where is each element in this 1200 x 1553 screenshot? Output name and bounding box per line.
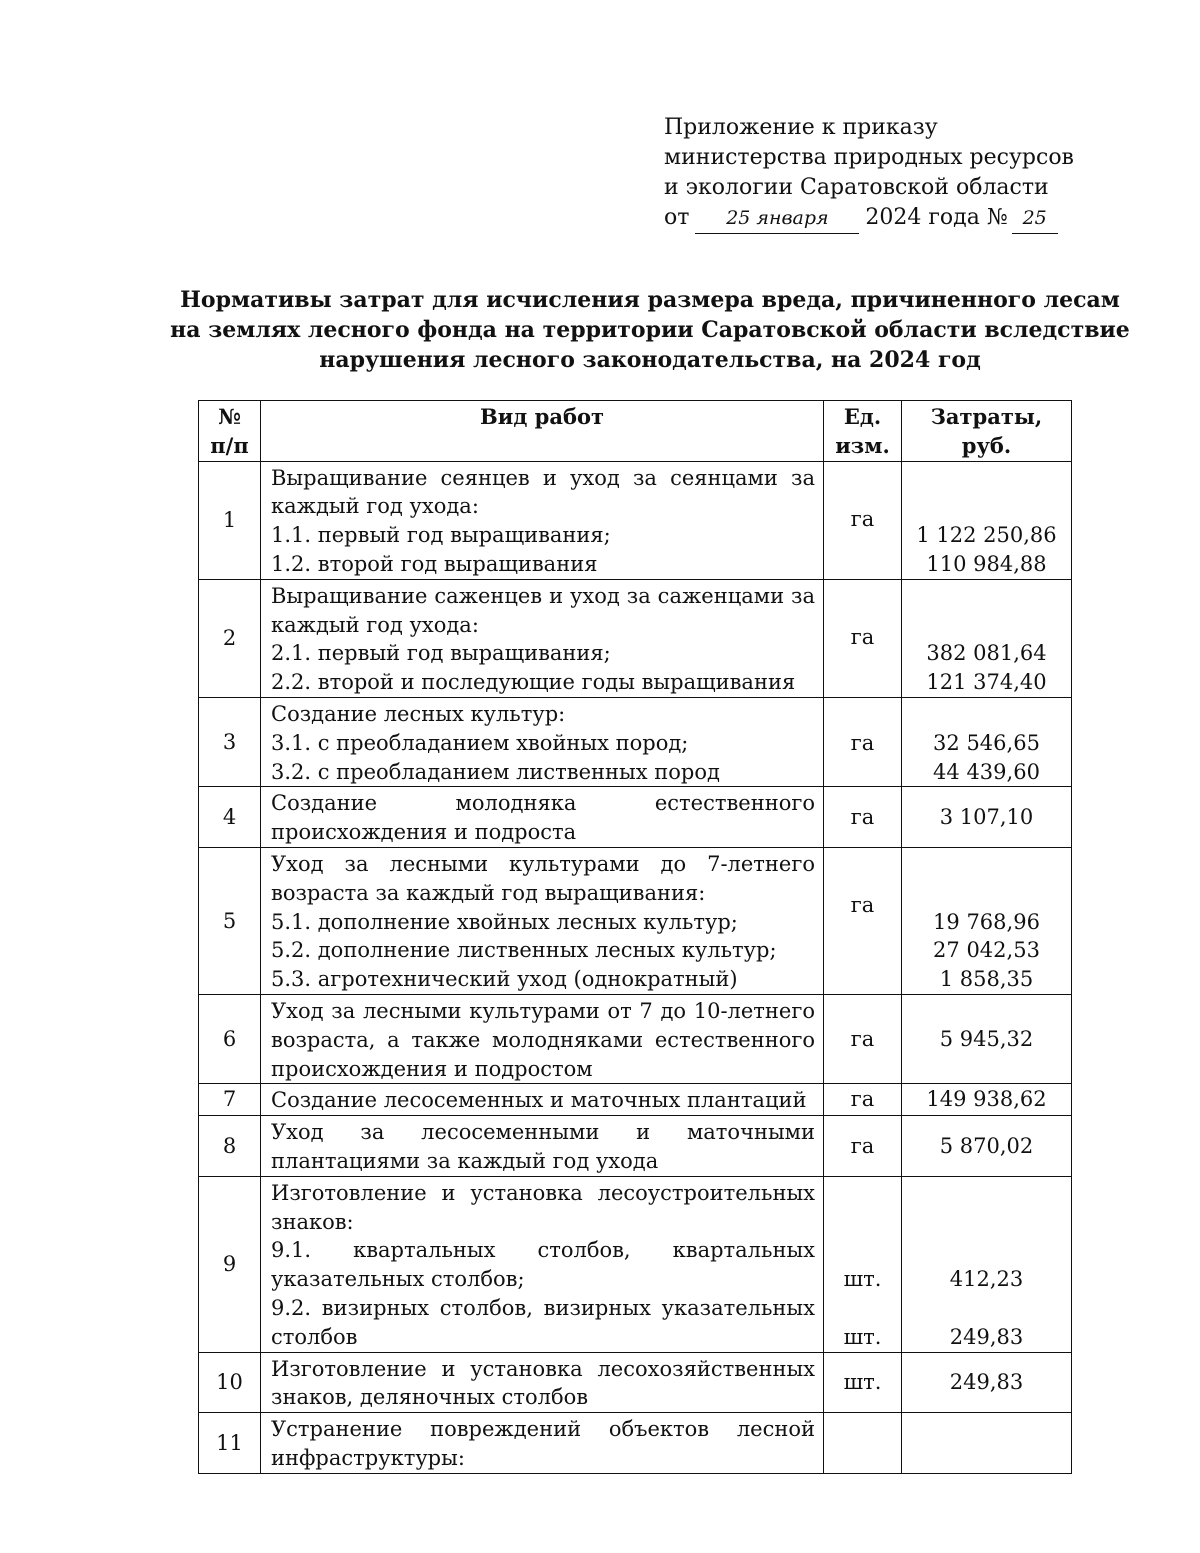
cost-value: 412,23 <box>949 1267 1024 1292</box>
row-number: 2 <box>199 579 261 697</box>
work-line: инфраструктуры: <box>271 1445 465 1470</box>
handwritten-order-number: 25 <box>1012 203 1058 234</box>
row-unit: га <box>824 787 902 848</box>
row-work-description <box>261 461 824 579</box>
table-row <box>199 847 1072 994</box>
table-row <box>199 1176 1072 1352</box>
row-unit: га <box>824 697 902 786</box>
work-line: каждый год ухода: <box>271 612 479 637</box>
row-unit: га <box>824 1084 902 1116</box>
row-work-description <box>261 1116 824 1177</box>
work-line: Изготовление и установка лесоустроительных <box>271 1180 815 1205</box>
row-number: 8 <box>199 1116 261 1177</box>
work-line: Уход за лесосеменными и маточными <box>271 1120 815 1145</box>
appendix-line-1: Приложение к приказу <box>664 115 938 140</box>
cost-value: 32 546,65 <box>933 730 1040 755</box>
row-work-description <box>261 787 824 848</box>
work-line: Изготовление и установка лесохозяйственных <box>271 1356 815 1381</box>
table-row <box>199 1116 1072 1177</box>
cost-value: 121 374,40 <box>926 670 1047 695</box>
cost-value: 249,83 <box>949 1324 1024 1349</box>
work-line: происхождения и подроста <box>271 820 577 845</box>
row-cost: 5 945,32 <box>902 994 1072 1083</box>
work-line: 9.2. визирных столбов, визирных указательных <box>271 1295 815 1320</box>
row-unit <box>824 1176 902 1352</box>
table-row <box>199 1413 1072 1474</box>
table-row <box>199 461 1072 579</box>
row-number: 9 <box>199 1176 261 1352</box>
row-cost: 5 870,02 <box>902 1116 1072 1177</box>
row-unit: га <box>824 461 902 579</box>
handwritten-date: 25 января <box>695 203 859 234</box>
year-text: 2024 года № <box>865 205 1008 230</box>
work-line: знаков, деляночных столбов <box>271 1385 589 1410</box>
row-cost: 249,83 <box>902 1352 1072 1413</box>
row-work-description <box>261 994 824 1083</box>
work-line: столбов <box>271 1324 358 1349</box>
row-cost <box>902 1413 1072 1474</box>
row-cost <box>902 1176 1072 1352</box>
cost-value: 27 042,53 <box>933 938 1040 963</box>
work-line: Создание лесосеменных и маточных плантаций <box>271 1088 807 1113</box>
work-line: Создание молодняка естественного <box>271 791 815 816</box>
row-cost <box>902 697 1072 786</box>
header-cost: Затраты, руб. <box>902 401 1072 462</box>
row-work-description <box>261 1084 824 1116</box>
work-line: 2.2. второй и последующие годы выращивания <box>271 670 796 695</box>
row-cost <box>902 579 1072 697</box>
row-cost: 149 938,62 <box>902 1084 1072 1116</box>
work-line: Создание лесных культур: <box>271 701 566 726</box>
table-row <box>199 994 1072 1083</box>
work-line: знаков: <box>271 1209 354 1234</box>
unit-value: шт. <box>843 1267 882 1292</box>
work-line: 5.1. дополнение хвойных лесных культур; <box>271 909 738 934</box>
appendix-line-2: министерства природных ресурсов <box>664 145 1074 170</box>
table-row <box>199 787 1072 848</box>
table-row <box>199 1084 1072 1116</box>
row-unit: га <box>824 847 902 994</box>
work-line: 5.3. агротехнический уход (однократный) <box>271 967 738 992</box>
row-unit <box>824 1413 902 1474</box>
row-number: 7 <box>199 1084 261 1116</box>
row-work-description <box>261 847 824 994</box>
row-unit: шт. <box>824 1352 902 1413</box>
row-unit: га <box>824 579 902 697</box>
row-work-description <box>261 1176 824 1352</box>
row-unit: га <box>824 994 902 1083</box>
work-line: возраста за каждый год выращивания: <box>271 880 706 905</box>
unit-value: шт. <box>843 1324 882 1349</box>
title-line-3: нарушения лесного законодательства, на 2024 год <box>319 347 981 373</box>
work-line: Выращивание саженцев и уход за саженцами за <box>271 583 815 608</box>
cost-value: 1 122 250,86 <box>916 523 1057 548</box>
cost-value: 44 439,60 <box>933 759 1040 784</box>
row-work-description <box>261 579 824 697</box>
work-line: 1.2. второй год выращивания <box>271 551 598 576</box>
row-number: 10 <box>199 1352 261 1413</box>
table-header-row <box>199 401 1072 462</box>
work-line: Уход за лесными культурами от 7 до 10-летнего <box>271 998 815 1023</box>
table-row <box>199 1352 1072 1413</box>
work-line: 5.2. дополнение лиственных лесных культур; <box>271 938 777 963</box>
row-work-description <box>261 697 824 786</box>
row-number: 4 <box>199 787 261 848</box>
appendix-block <box>664 113 1084 234</box>
cost-value: 1 858,35 <box>939 967 1034 992</box>
cost-value: 382 081,64 <box>926 641 1047 666</box>
work-line: 2.1. первый год выращивания; <box>271 641 611 666</box>
title-line-1: Нормативы затрат для исчисления размера вреда, причиненного лесам <box>180 287 1120 313</box>
work-line: Выращивание сеянцев и уход за сеянцами за <box>271 465 815 490</box>
work-line: происхождения и подростом <box>271 1056 593 1081</box>
row-number: 1 <box>199 461 261 579</box>
work-line: плантациями за каждый год ухода <box>271 1148 659 1173</box>
date-prefix: от <box>664 205 690 230</box>
table-row <box>199 579 1072 697</box>
work-line: Уход за лесными культурами до 7-летнего <box>271 851 815 876</box>
row-number: 6 <box>199 994 261 1083</box>
row-number: 5 <box>199 847 261 994</box>
row-number: 11 <box>199 1413 261 1474</box>
cost-norms-table <box>198 400 1072 1474</box>
work-line: 3.2. с преобладанием лиственных пород <box>271 759 720 784</box>
row-unit: га <box>824 1116 902 1177</box>
table-row <box>199 697 1072 786</box>
row-number: 3 <box>199 697 261 786</box>
cost-value: 110 984,88 <box>926 551 1047 576</box>
appendix-line-3: и экологии Саратовской области <box>664 175 1049 200</box>
work-line: возраста, а также молодняками естественного <box>271 1027 815 1052</box>
row-work-description <box>261 1352 824 1413</box>
row-cost <box>902 847 1072 994</box>
row-cost: 3 107,10 <box>902 787 1072 848</box>
work-line: 1.1. первый год выращивания; <box>271 523 611 548</box>
work-line: каждый год ухода: <box>271 494 479 519</box>
title-line-2: на землях лесного фонда на территории Саратовской области вследствие <box>170 317 1130 343</box>
header-num: № п/п <box>199 401 261 462</box>
order-date-line <box>664 203 1084 234</box>
header-work: Вид работ <box>261 401 824 462</box>
work-line: 9.1. квартальных столбов, квартальных <box>271 1238 815 1263</box>
cost-value: 19 768,96 <box>933 909 1040 934</box>
header-unit: Ед. изм. <box>824 401 902 462</box>
work-line: 3.1. с преобладанием хвойных пород; <box>271 730 689 755</box>
row-work-description <box>261 1413 824 1474</box>
work-line: Устранение повреждений объектов лесной <box>271 1417 815 1442</box>
row-cost <box>902 461 1072 579</box>
work-line: указательных столбов; <box>271 1267 525 1292</box>
document-title <box>150 285 1150 375</box>
